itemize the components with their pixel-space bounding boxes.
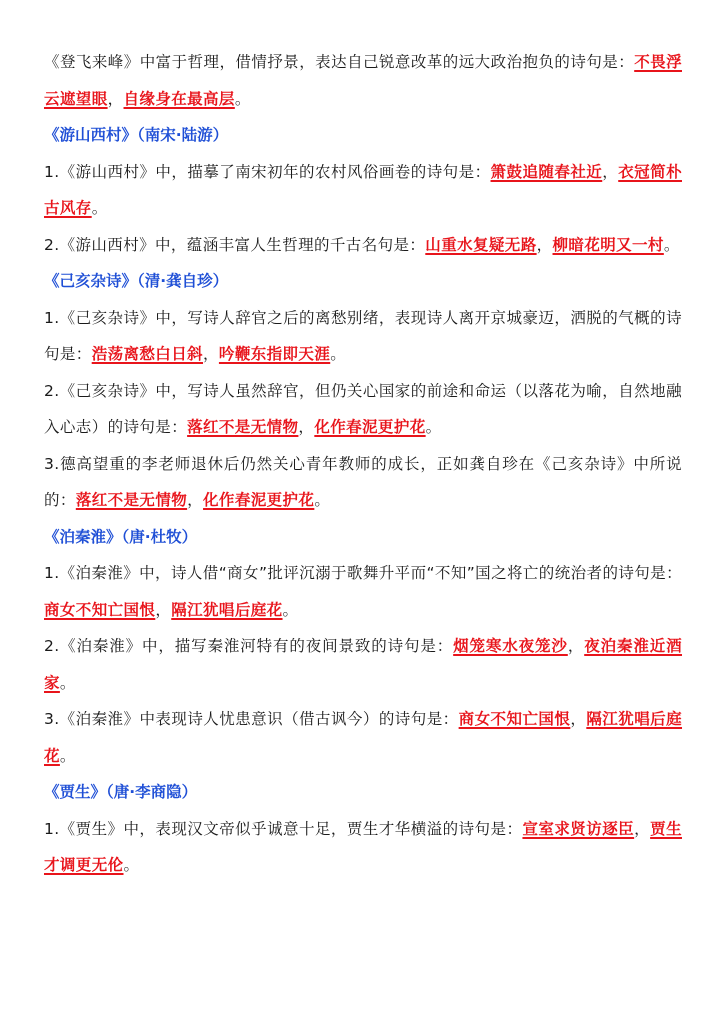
question-paragraph — [44, 44, 682, 117]
question-text: 。 — [282, 600, 299, 619]
question-paragraph — [44, 628, 682, 701]
question-text: ， — [298, 418, 315, 436]
question-text: 1.《游山西村》中，描摹了南宋初年的农村风俗画卷的诗句是： — [44, 162, 491, 181]
question-text: ， — [107, 89, 124, 108]
answer-text: 不畏浮云遮望眼 — [44, 53, 682, 108]
question-text: ， — [536, 235, 553, 254]
question-paragraph — [44, 154, 682, 227]
answer-text: 化作春泥更护花 — [314, 418, 426, 436]
question-text: ， — [634, 819, 651, 838]
question-text: 。 — [59, 746, 76, 765]
question-text: ， — [203, 345, 219, 363]
question-text: 2.《己亥杂诗》中，写诗人虽然辞官，但仍关心国家的前途和命运（以落花为喻，自然地融入心志）的诗句是： — [44, 381, 682, 436]
answer-text: 衣冠简朴古风存 — [44, 162, 682, 217]
question-text: ， — [187, 491, 204, 509]
question-text: 。 — [425, 418, 442, 436]
answer-text: 柳暗花明又一村 — [552, 235, 664, 254]
question-text: 1.《己亥杂诗》中，写诗人辞官之后的离愁别绪，表现诗人离开京城豪迈，洒脱的气概的诗句是： — [44, 308, 682, 363]
answer-text: 隔江犹唱后庭花 — [44, 710, 683, 765]
question-text: ， — [567, 637, 585, 655]
question-text: 3.《泊秦淮》中表现诗人忧患意识（借古讽今）的诗句是： — [44, 710, 459, 728]
question-text: ， — [155, 600, 172, 619]
question-paragraph — [44, 300, 682, 373]
question-text: ， — [570, 710, 587, 728]
poem-heading: 《泊秦淮》（唐·杜牧） — [44, 527, 198, 546]
question-text: 。 — [91, 199, 108, 217]
question-paragraph — [44, 446, 682, 519]
poem-heading: 《贾生》（唐·李商隐） — [44, 783, 198, 801]
question-text: 1.《贾生》中，表现汉文帝似乎诚意十足，贾生才华横溢的诗句是： — [44, 819, 523, 838]
answer-text: 商女不知亡国恨 — [44, 600, 156, 619]
question-text: 2.《游山西村》中，蕴涵丰富人生哲理的千古名句是： — [44, 235, 426, 254]
question-text: ， — [602, 162, 619, 181]
answer-text: 自缘身在最高层 — [123, 89, 235, 108]
answer-text: 宣室求贤访逐臣 — [522, 819, 635, 838]
question-text: 。 — [234, 89, 251, 108]
answer-text: 吟鞭东指即天涯 — [218, 345, 331, 363]
question-text: 2.《泊秦淮》中，描写秦淮河特有的夜间景致的诗句是： — [44, 637, 454, 655]
poem-heading: 《游山西村》（南宋·陆游） — [44, 126, 229, 144]
answer-text: 烟笼寒水夜笼沙 — [453, 637, 568, 655]
question-paragraph — [44, 811, 682, 884]
question-text: 。 — [59, 673, 76, 692]
poem-heading: 《己亥杂诗》（清·龚自珍） — [44, 272, 229, 290]
answer-text: 商女不知亡国恨 — [458, 710, 571, 728]
answer-text: 箫鼓追随春社近 — [490, 162, 603, 181]
question-text: 。 — [663, 235, 680, 254]
answer-text: 夜泊秦淮近酒家 — [44, 637, 682, 692]
question-paragraph — [44, 373, 682, 446]
answer-text: 隔江犹唱后庭花 — [171, 600, 283, 619]
answer-text: 化作春泥更护花 — [203, 491, 315, 509]
answer-text: 贾生才调更无伦 — [44, 819, 682, 874]
answer-text: 浩荡离愁白日斜 — [91, 345, 204, 363]
question-paragraph — [44, 555, 682, 628]
answer-text: 落红不是无情物 — [187, 418, 299, 436]
question-paragraph — [44, 701, 682, 774]
question-text: 《登飞来峰》中富于哲理，借情抒景，表达自己锐意改革的远大政治抱负的诗句是： — [44, 53, 635, 71]
question-text: 。 — [330, 345, 347, 363]
answer-text: 落红不是无情物 — [75, 491, 188, 509]
question-paragraph — [44, 227, 682, 264]
question-text: 。 — [123, 856, 140, 874]
question-text: 1.《泊秦淮》中，诗人借“商女”批评沉溺于歌舞升平而“不知”国之将亡的统治者的诗句是： — [44, 564, 682, 582]
question-text: 3.德高望重的李老师退休后仍然关心青年教师的成长，正如龚自珍在《己亥杂诗》中所说的： — [44, 454, 682, 509]
answer-text: 山重水复疑无路 — [425, 235, 537, 254]
question-text: 。 — [314, 491, 331, 509]
